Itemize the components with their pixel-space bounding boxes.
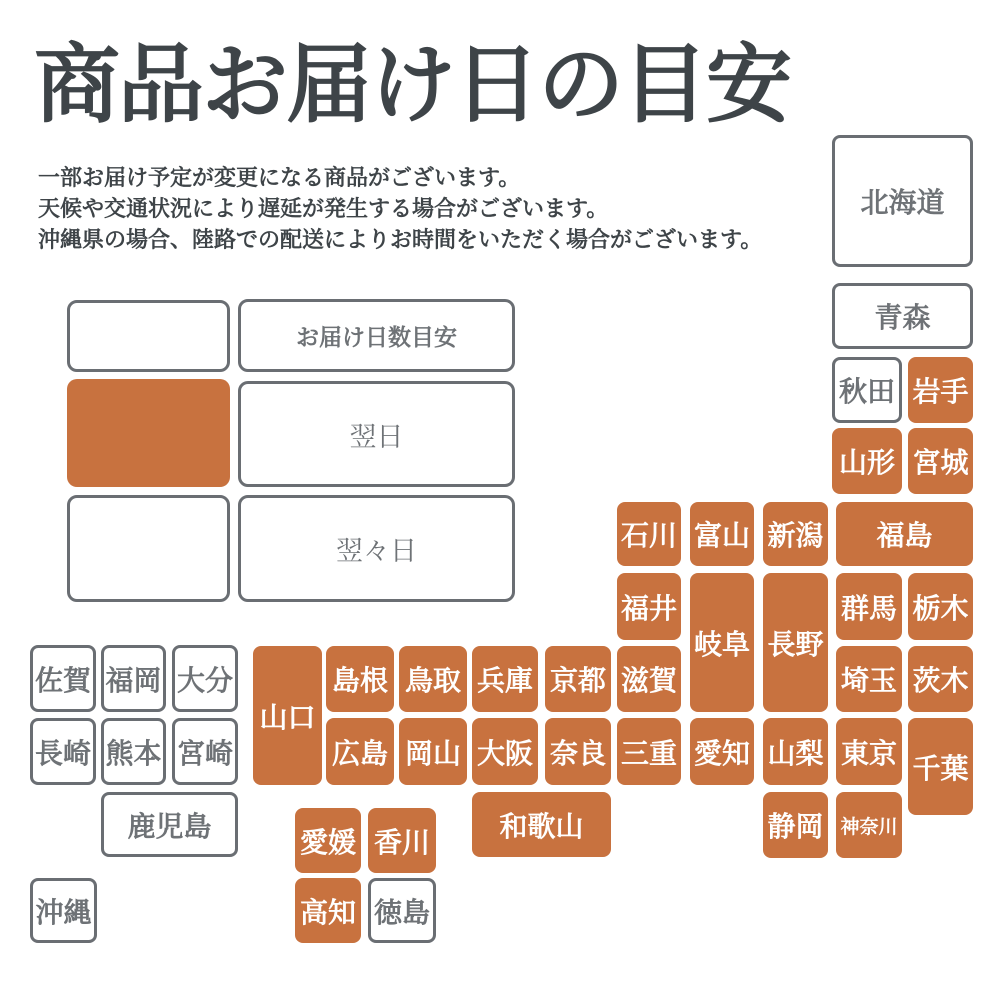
prefecture-tile [295,808,361,873]
prefecture-label: 青森 [874,302,931,333]
prefecture-label: 熊本 [105,737,162,769]
prefecture-label: 東京 [840,737,897,769]
prefecture-label: 岐阜 [693,628,750,660]
prefecture-label: 神奈川 [840,816,898,838]
prefecture-label: 千葉 [912,752,969,784]
prefecture-label: 埼玉 [840,665,897,696]
note-line-1: 一部お届け予定が変更になる商品がございます。 [38,165,521,190]
prefecture-label: 長崎 [34,737,91,769]
prefecture-tile [101,718,166,785]
page-title: 商品お届け日の目安 [34,37,790,133]
prefecture-label: 岡山 [404,737,461,769]
prefecture-label: 兵庫 [476,665,533,696]
prefecture-tile [832,357,902,423]
prefecture-label: 山梨 [767,737,824,769]
prefecture-label: 高知 [299,896,356,928]
prefecture-tile [690,573,754,712]
prefecture-label: 岩手 [912,376,969,407]
prefecture-label: 北海道 [860,187,945,218]
prefecture-tile [617,573,681,640]
prefecture-label: 富山 [693,520,750,551]
prefecture-label: 広島 [331,737,388,769]
prefecture-label: 石川 [620,520,677,551]
prefecture-tile [472,792,611,857]
prefecture-label: 沖縄 [35,896,92,928]
prefecture-label: 鳥取 [404,665,461,696]
prefecture-tile [908,357,973,423]
prefecture-tile [836,792,902,858]
prefecture-tile [30,878,97,943]
prefecture-label: 宮城 [912,447,969,478]
prefecture-label: 三重 [620,737,677,769]
prefecture-label: 山形 [838,447,895,478]
legend-header-label: お届け日数目安 [296,324,457,350]
prefecture-tile [472,646,538,712]
prefecture-tile [832,283,973,349]
prefecture-label: 長野 [767,628,824,660]
prefecture-tile [908,573,973,640]
prefecture-tile [368,808,436,873]
prefecture-tile [908,718,973,815]
prefecture-tile [763,502,828,566]
prefecture-label: 栃木 [912,592,969,624]
prefecture-label: 群馬 [840,592,897,624]
prefecture-label: 秋田 [838,376,895,407]
prefecture-tile [399,646,467,712]
prefecture-label: 京都 [549,665,606,696]
prefecture-label: 徳島 [373,896,430,928]
prefecture-label: 福井 [620,592,677,624]
prefecture-label: 愛媛 [299,826,356,858]
prefecture-label: 福岡 [105,664,162,696]
prefecture-tile [690,718,754,785]
prefecture-tile [617,646,681,712]
prefecture-label: 大分 [176,664,233,696]
prefecture-tile [253,646,322,785]
prefecture-label: 滋賀 [620,665,677,696]
legend-two-days-label: 翌々日 [336,536,417,566]
prefecture-tile [836,573,902,640]
prefecture-label: 和歌山 [499,810,584,842]
prefecture-tile [908,428,973,494]
prefecture-tile [172,645,238,712]
note-line-2: 天候や交通状況により遅延が発生する場合がございます。 [38,196,609,221]
prefecture-label: 茨木 [912,665,969,696]
prefecture-tile [472,718,538,785]
prefecture-label: 佐賀 [34,664,91,696]
prefecture-label: 宮崎 [176,737,233,769]
prefecture-label: 奈良 [549,737,606,769]
prefecture-tile [30,718,96,785]
prefecture-label: 大阪 [476,737,533,769]
prefecture-tile [545,646,611,712]
prefecture-label: 愛知 [693,737,750,769]
prefecture-tile [832,428,902,494]
prefecture-label: 福島 [876,520,933,551]
prefecture-tile [295,878,361,943]
prefecture-label: 香川 [373,826,430,858]
prefecture-tile [617,502,681,566]
prefecture-tile [617,718,681,785]
prefecture-tile [763,718,828,785]
prefecture-tile [368,878,436,943]
prefecture-tile [101,645,166,712]
prefecture-tile [836,718,902,785]
prefecture-tile [326,718,394,785]
prefecture-tile [908,646,973,712]
prefecture-tile [545,718,611,785]
prefecture-tile [690,502,754,566]
note-line-3: 沖縄県の場合、陸路での配送によりお時間をいただく場合がございます。 [38,227,763,252]
prefecture-label: 島根 [331,665,388,696]
prefecture-tile [836,646,902,712]
prefecture-tile [832,135,973,267]
prefecture-tile [399,718,467,785]
prefecture-tile [763,792,828,858]
prefecture-tile [763,573,828,712]
legend-next-day-label: 翌日 [349,421,404,452]
prefecture-tile [101,792,238,857]
prefecture-tile [30,645,96,712]
prefecture-label: 鹿児島 [127,810,212,842]
prefecture-tile [326,646,394,712]
prefecture-tile [836,502,973,566]
prefecture-label: 山口 [259,701,316,733]
prefecture-label: 静岡 [767,811,824,842]
prefecture-tile [172,718,238,785]
prefecture-label: 新潟 [767,520,824,551]
